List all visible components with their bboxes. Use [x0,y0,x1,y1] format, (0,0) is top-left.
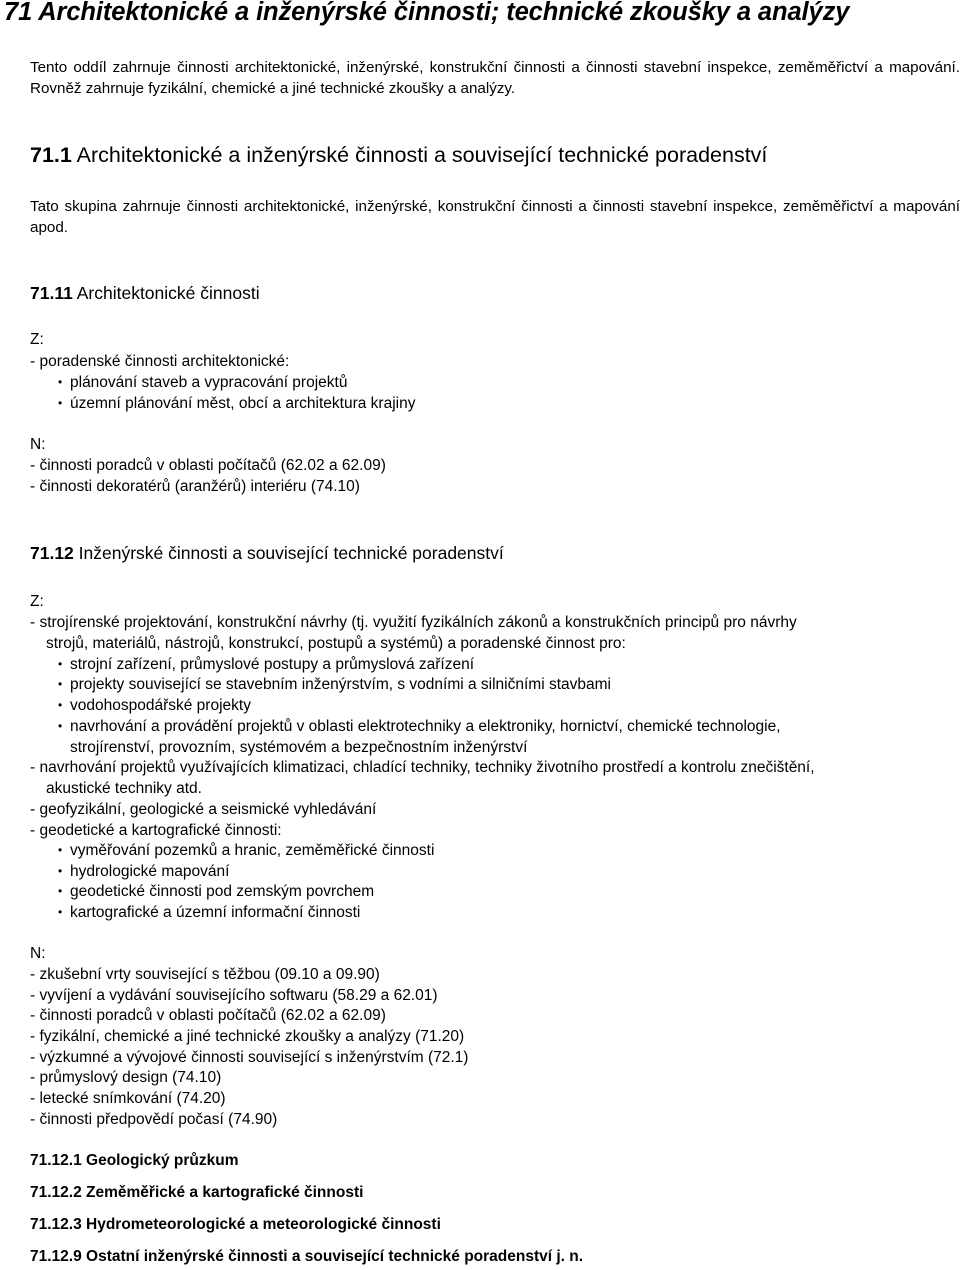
list-item: • geodetické činnosti pod zemským povrchem [58,883,375,900]
list-item: - zkušební vrty související s těžbou (09.10 a 09.90) [30,966,380,983]
class-7111-z-item: - poradenské činnosti architektonické: [30,353,290,370]
list-item: - činnosti poradců v oblasti počítačů (62.02 a 62.09) [30,457,386,474]
section-title: 71 Architektonické a inženýrské činnosti; technické zkoušky a analýzy [4,0,850,26]
subclass-heading-71123: 71.12.3 Hydrometeorologické a meteorologické činnosti [30,1216,441,1233]
list-item: • plánování staveb a vypracování projektů [58,374,348,391]
subclass-heading-71129: 71.12.9 Ostatní inženýrské činnosti a související technické poradenství j. n. [30,1248,584,1265]
list-item: - letecké snímkování (74.20) [30,1090,226,1107]
class-7112-title: Inženýrské činnosti a související technické poradenství [78,543,504,563]
list-item: - navrhování projektů využívajících klimatizaci, chladící techniky, techniky životního prostředí a kontrolu znečištění, [30,759,815,776]
list-item: - fyzikální, chemické a jiné technické zkoušky a analýzy (71.20) [30,1028,465,1045]
list-item: • územní plánování měst, obcí a architektura krajiny [58,395,416,412]
list-item-continuation: strojů, materiálů, nástrojů, konstrukcí, postupů a systémů) a poradenské činnost pro: [46,635,626,652]
bullet-icon: • [58,719,63,733]
class-7112-z-label: Z: [30,593,44,610]
list-item: - strojírenské projektování, konstrukční návrhy (tj. využití fyzikálních zákonů a konstrukčních principů pro návrhy [30,614,797,631]
bullet-icon: • [58,698,63,712]
class-7112-n-label: N: [30,945,46,962]
list-item: - geodetické a kartografické činnosti: [30,822,282,839]
list-item: - průmyslový design (74.10) [30,1069,222,1086]
list-item: - činnosti dekoratérů (aranžérů) interiéru (74.10) [30,478,360,495]
list-item: - činnosti poradců v oblasti počítačů (62.02 a 62.09) [30,1007,386,1024]
group-description: Tato skupina zahrnuje činnosti architektonické, inženýrské, konstrukční činnosti a činnosti stavební inspekce, zeměměřictví a mapování apod. [30,198,960,236]
group-title: Architektonické a inženýrské činnosti a související technické poradenství [76,143,768,167]
list-item: • vodohospodářské projekty [58,697,251,714]
bullet-icon: • [58,905,63,919]
section-intro: Tento oddíl zahrnuje činnosti architektonické, inženýrské, konstrukční činnosti a činnosti stavební inspekce, zeměměřictví a mapování. Rovněž zahrnuje fyzikální, chemické a jiné technické zkoušky a analýzy. [30,59,960,97]
list-item: • vyměřování pozemků a hranic, zeměměřické činnosti [58,842,435,859]
list-item: • navrhování a provádění projektů v oblasti elektrotechniky a elektroniky, hornictví, chemické technologie, [58,718,781,735]
bullet-icon: • [58,375,63,389]
class-7112-heading [30,543,504,564]
class-7111-heading [30,283,260,304]
list-item: - činnosti předpovědí počasí (74.90) [30,1111,278,1128]
bullet-icon: • [58,884,63,898]
list-item: • projekty související se stavebním inženýrstvím, s vodními a silničními stavbami [58,676,611,693]
group-heading [30,143,767,168]
list-item: • hydrologické mapování [58,863,230,880]
list-item-continuation: akustické techniky atd. [46,780,202,797]
list-item: • kartografické a územní informační činnosti [58,904,361,921]
bullet-icon: • [58,864,63,878]
list-item: • strojní zařízení, průmyslové postupy a průmyslová zařízení [58,656,475,673]
class-7112-number: 71.12 [30,543,74,563]
bullet-icon: • [58,677,63,691]
bullet-icon: • [58,396,63,410]
class-7111-n-label: N: [30,436,46,453]
list-item: - vyvíjení a vydávání souvisejícího softwaru (58.29 a 62.01) [30,987,438,1004]
bullet-icon: • [58,657,63,671]
bullet-icon: • [58,843,63,857]
class-7111-z-label: Z: [30,331,44,348]
class-7111-number: 71.11 [30,283,73,303]
list-item: - výzkumné a vývojové činnosti související s inženýrstvím (72.1) [30,1049,469,1066]
list-item-continuation: strojírenství, provozním, systémovém a bezpečnostním inženýrství [70,739,528,756]
class-7111-title: Architektonické činnosti [76,283,260,303]
subclass-heading-71121: 71.12.1 Geologický průzkum [30,1152,239,1169]
subclass-heading-71122: 71.12.2 Zeměměřické a kartografické činnosti [30,1184,364,1201]
list-item: - geofyzikální, geologické a seismické vyhledávání [30,801,377,818]
group-number: 71.1 [30,143,72,167]
